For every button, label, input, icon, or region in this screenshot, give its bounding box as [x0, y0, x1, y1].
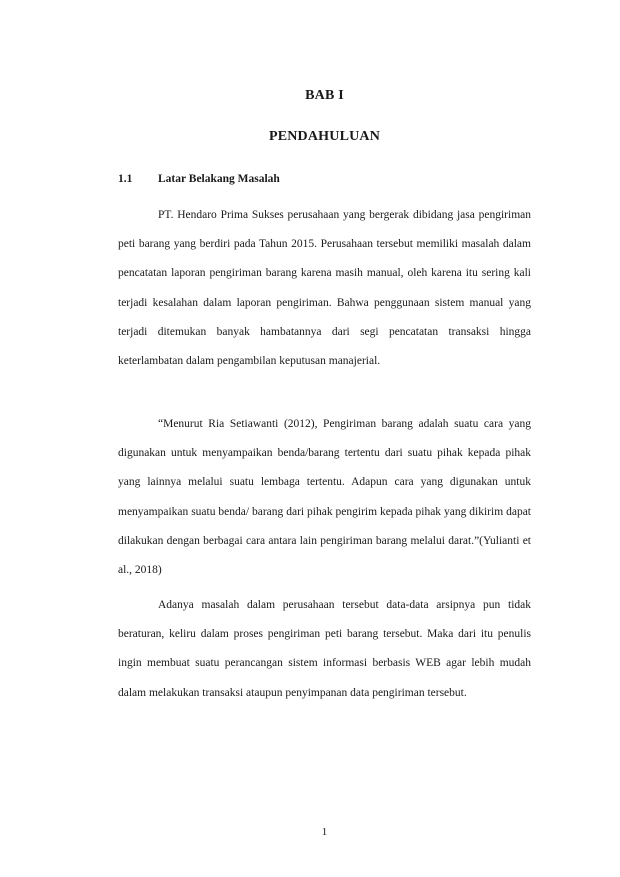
page-number: 1 [321, 826, 328, 838]
chapter-title: PENDAHULUAN [268, 129, 381, 144]
paragraph-company-background: PT. Hendaro Prima Sukses perusahaan yang bergerak dibidang jasa pengiriman peti barang yang berdiri pada Tahun 2015. Perusahaan tersebut memiliki masalah dalam pencatatan laporan pengiriman barang karena masih manual, oleh karena itu sering kali terjadi kesalahan dalam laporan pengiriman. Bahwa penggunaan sistem manual yang terjadi ditemukan banyak hambatannya dari segi pencatatan transaksi hingga keterlambatan dalam pengambilan keputusan manajerial. [118, 209, 531, 368]
paragraph-problem-statement: Adanya masalah dalam perusahaan tersebut data-data arsipnya pun tidak beraturan, keliru dalam proses pengiriman peti barang tersebut. Maka dari itu penulis ingin membuat suatu perancangan sistem informasi berbasis WEB agar lebih mudah dalam melakukan transaksi ataupun penyimpanan data pengiriman tersebut. [118, 599, 531, 699]
section-title: Latar Belakang Masalah [158, 173, 280, 185]
section-heading [118, 173, 280, 185]
chapter-number: BAB I [305, 88, 344, 103]
section-number: 1.1 [118, 173, 133, 185]
paragraph-definition-quote: “Menurut Ria Setiawanti (2012), Pengiriman barang adalah suatu cara yang digunakan untuk menyampaikan benda/barang tertentu dari suatu pihak kepada pihak yang lainnya melalui suatu lembaga tertentu. Adapun cara yang digunakan untuk menyampaikan suatu benda/ barang dari pihak pengirim kepada pihak yang dikirim dapat dilakukan dengan berbagai cara antara lain pengiriman barang melalui darat.”(Yulianti et al., 2018) [118, 418, 531, 577]
